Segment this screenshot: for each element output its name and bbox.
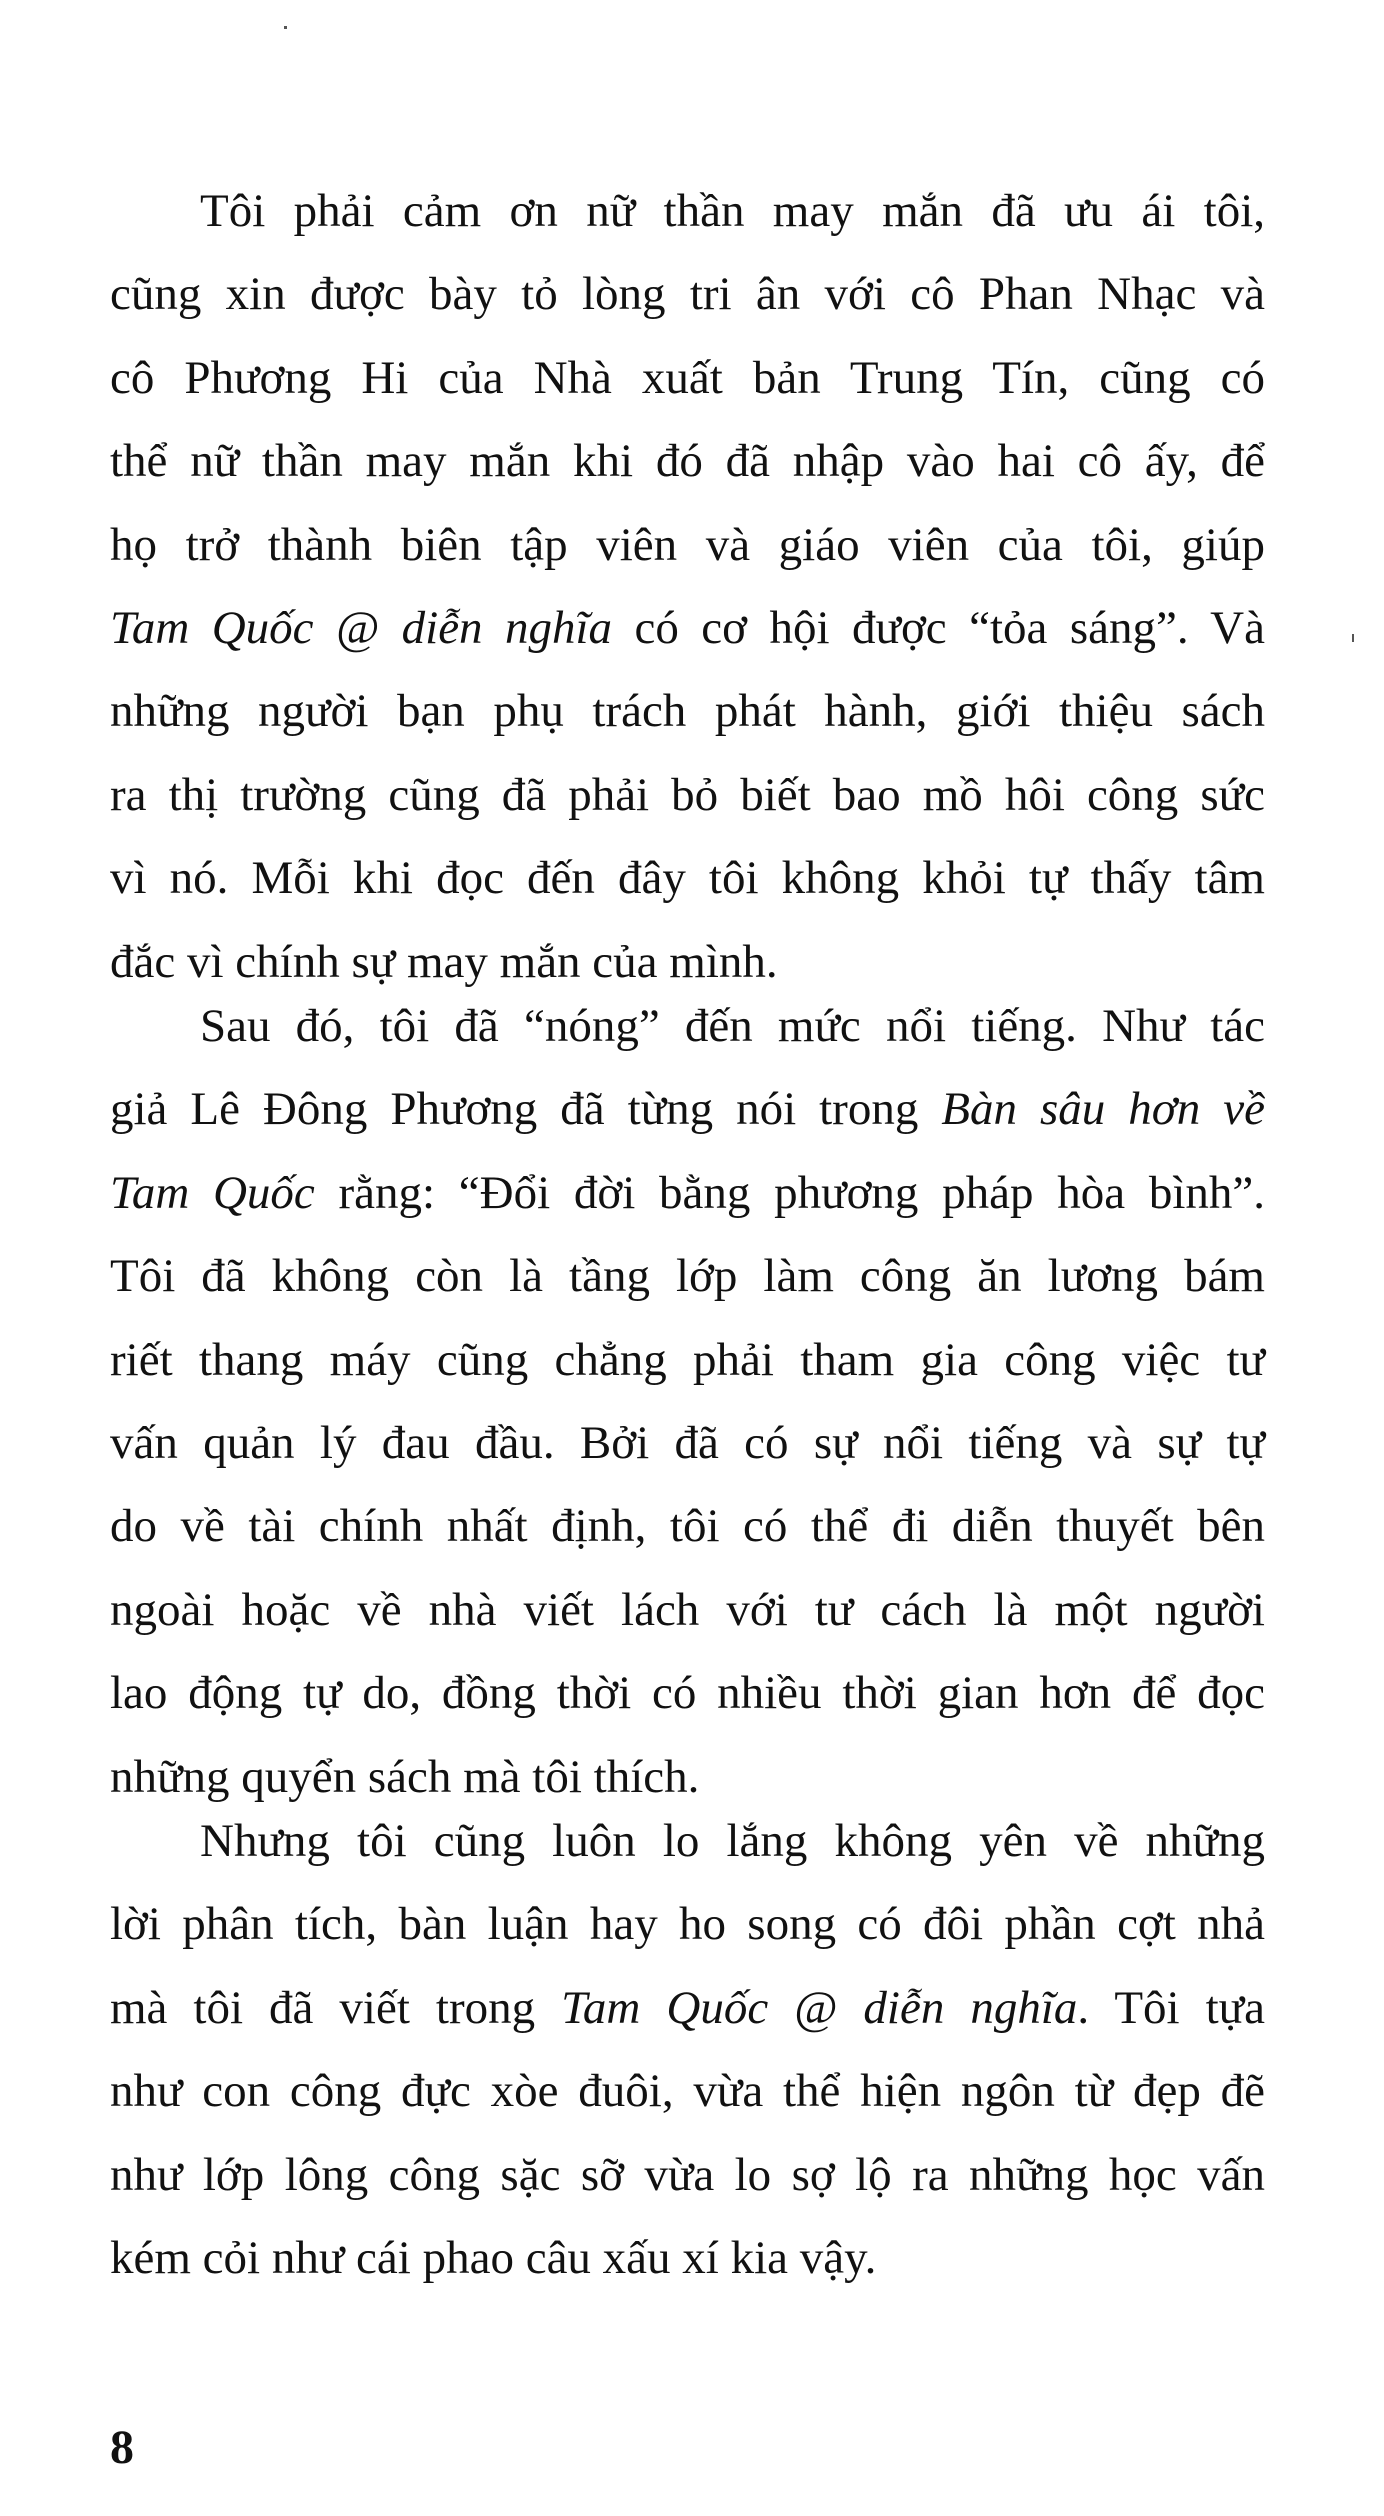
text-line: [110, 1967, 1265, 2050]
body-text: rằng: “Đổi đời bằng phương pháp hòa bình”.: [314, 1166, 1265, 1219]
text-line: [110, 754, 1265, 837]
text-line: [110, 1485, 1265, 1568]
body-text: lao động tự do, đồng thời có nhiều thời gian hơn để đọc: [110, 1667, 1265, 1720]
text-line: [110, 337, 1265, 420]
body-text: lời phân tích, bàn luận hay ho song có đôi phần cợt nhả: [110, 1898, 1265, 1951]
body-text: vấn quản lý đau đầu. Bởi đã có sự nổi tiếng và sự tự: [110, 1416, 1265, 1469]
body-text: những quyển sách mà tôi thích.: [110, 1750, 700, 1803]
body-text: kém cỏi như cái phao câu xấu xí kia vậy.: [110, 2231, 877, 2284]
book-title-text: Tam Quốc: [110, 1166, 315, 1219]
body-text: riết thang máy cũng chẳng phải tham gia công việc tư: [110, 1333, 1265, 1386]
text-line: [110, 2134, 1265, 2217]
book-title-text: Tam Quốc @ diễn nghĩa: [110, 601, 613, 654]
body-text: ngoài hoặc về nhà viết lách với tư cách là một người: [110, 1583, 1265, 1636]
body-text: . Tôi tựa: [1077, 1981, 1265, 2034]
body-text: cô Phương Hi của Nhà xuất bản Trung Tín, cũng có: [110, 351, 1265, 404]
page-number: 8: [110, 2421, 134, 2474]
text-line: [110, 1402, 1265, 1485]
book-title-text: Tam Quốc @ diễn nghĩa: [561, 1981, 1078, 2034]
body-text: vì nó. Mỗi khi đọc đến đây tôi không khỏi tự thấy tâm: [110, 852, 1265, 905]
text-line: [110, 1068, 1265, 1151]
body-text: Nhưng tôi cũng luôn lo lắng không yên về những: [200, 1815, 1265, 1867]
body-text: Sau đó, tôi đã “nóng” đến mức nổi tiếng. Như tác: [200, 1000, 1265, 1052]
text-line: [110, 420, 1265, 503]
body-text: đắc vì chính sự may mắn của mình.: [110, 935, 778, 988]
text-line: [110, 587, 1265, 670]
body-text: thể nữ thần may mắn khi đó đã nhập vào hai cô ấy, để: [110, 435, 1265, 488]
body-text: cũng xin được bày tỏ lòng tri ân với cô Phan Nhạc và: [110, 268, 1265, 321]
body-text: do về tài chính nhất định, tôi có thể đi diễn thuyết bên: [110, 1500, 1265, 1553]
body-text: như lớp lông công sặc sỡ vừa lo sợ lộ ra những học vấn: [110, 2148, 1265, 2201]
text-line: [110, 1235, 1265, 1318]
text-line: [110, 1800, 1265, 1883]
body-text: như con công đực xòe đuôi, vừa thể hiện ngôn từ đẹp đẽ: [110, 2065, 1265, 2118]
text-line: [110, 985, 1265, 1068]
text-line: [110, 670, 1265, 753]
text-line: [110, 1152, 1265, 1235]
text-line: [110, 1569, 1265, 1652]
paragraph-2: [110, 985, 1265, 1819]
text-line: [110, 1883, 1265, 1966]
book-title-text: Bàn sâu hơn về: [941, 1083, 1265, 1136]
text-line: [110, 1319, 1265, 1402]
body-text: họ trở thành biên tập viên và giáo viên của tôi, giúp: [110, 518, 1265, 571]
text-line: [110, 1652, 1265, 1735]
body-text: giả Lê Đông Phương đã từng nói trong: [110, 1083, 942, 1136]
body-text: mà tôi đã viết trong: [110, 1981, 562, 2034]
body-text: ra thị trường cũng đã phải bỏ biết bao mồ hôi công sức: [110, 768, 1265, 821]
body-text: Tôi phải cảm ơn nữ thần may mắn đã ưu ái tôi,: [200, 185, 1265, 237]
text-line: [110, 504, 1265, 587]
text-line: [110, 837, 1265, 920]
text-line: [110, 2217, 1265, 2300]
text-line: [110, 170, 1265, 253]
scan-speck: [284, 26, 287, 29]
body-text: Tôi đã không còn là tầng lớp làm công ăn lương bám: [110, 1250, 1265, 1303]
text-line: [110, 2050, 1265, 2133]
body-text: những người bạn phụ trách phát hành, giới thiệu sách: [110, 685, 1265, 738]
scan-speck: [1352, 634, 1354, 642]
paragraph-1: [110, 170, 1265, 1004]
paragraph-3: [110, 1800, 1265, 2300]
text-line: [110, 253, 1265, 336]
body-text: có cơ hội được “tỏa sáng”. Và: [612, 601, 1265, 654]
